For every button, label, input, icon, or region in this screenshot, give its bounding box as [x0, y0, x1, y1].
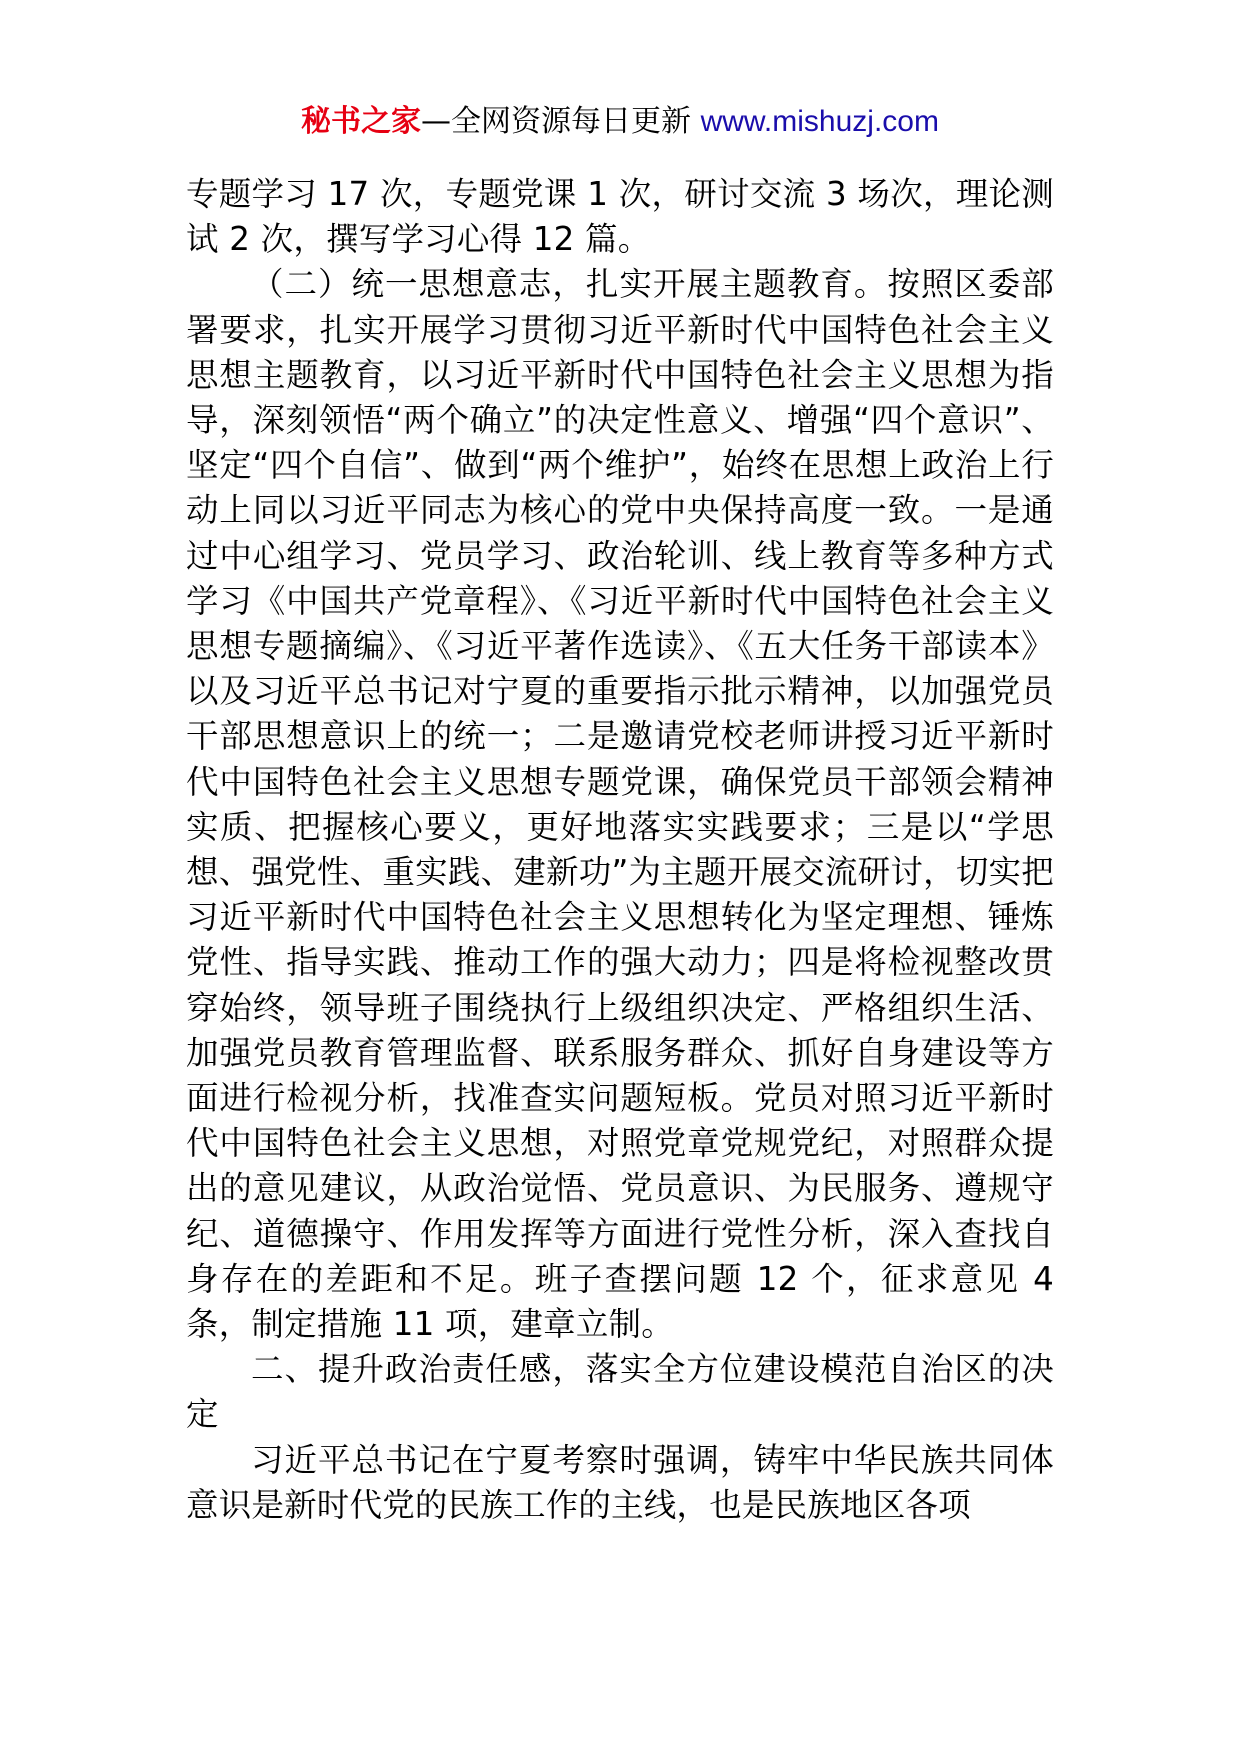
header-brand: 秘书之家 [301, 104, 422, 139]
document-body [186, 172, 1054, 1528]
header-slogan: —全网资源每日更新 [421, 104, 701, 139]
header-url-link[interactable]: www.mishuzj.com [700, 105, 939, 138]
paragraph-theme-education: （二）统一思想意志，扎实开展主题教育。按照区委部署要求，扎实开展学习贯彻习近平新时代中国特色社会主义思想主题教育，以习近平新时代中国特色社会主义思想为指导，深刻领悟“两个确立”的决定性意义、增强“四个意识”、坚定“四个自信”、做到“两个维护”，始终在思想上政治上行动上同以习近平同志为核心的党中央保持高度一致。一是通过中心组学习、党员学习、政治轮训、线上教育等多种方式学习《中国共产党章程》、《习近平新时代中国特色社会主义思想专题摘编》、《习近平著作选读》、《五大任务干部读本》以及习近平总书记对宁夏的重要指示批示精神，以加强党员干部思想意识上的统一；二是邀请党校老师讲授习近平新时代中国特色社会主义思想专题党课，确保党员干部领会精神实质、把握核心要义，更好地落实实践要求；三是以“学思想、强党性、重实践、建新功”为主题开展交流研讨，切实把习近平新时代中国特色社会主义思想转化为坚定理想、锤炼党性、指导实践、推动工作的强大动力；四是将检视整改贯穿始终，领导班子围绕执行上级组织决定、严格组织生活、加强党员教育管理监督、联系服务群众、抓好自身建设等方面进行检视分析，找准查实问题短板。党员对照习近平新时代中国特色社会主义思想，对照党章党规党纪，对照群众提出的意见建议，从政治觉悟、党员意识、为民服务、遵规守纪、道德操守、作用发挥等方面进行党性分析，深入查找自身存在的差距和不足。班子查摆问题 12 个，征求意见 4 条，制定措施 11 项，建章立制。 [186, 265, 1054, 1344]
paragraph-study-stats: 专题学习 17 次，专题党课 1 次，研讨交流 3 场次，理论测试 2 次，撰写学习心得 12 篇。 [186, 175, 1054, 259]
paragraph-ningxia-inspection: 习近平总书记在宁夏考察时强调，铸牢中华民族共同体意识是新时代党的民族工作的主线，也是民族地区各项 [186, 1440, 1054, 1524]
page-header [0, 100, 1240, 144]
section-heading-two: 二、提升政治责任感，落实全方位建设模范自治区的决定 [186, 1350, 1054, 1434]
